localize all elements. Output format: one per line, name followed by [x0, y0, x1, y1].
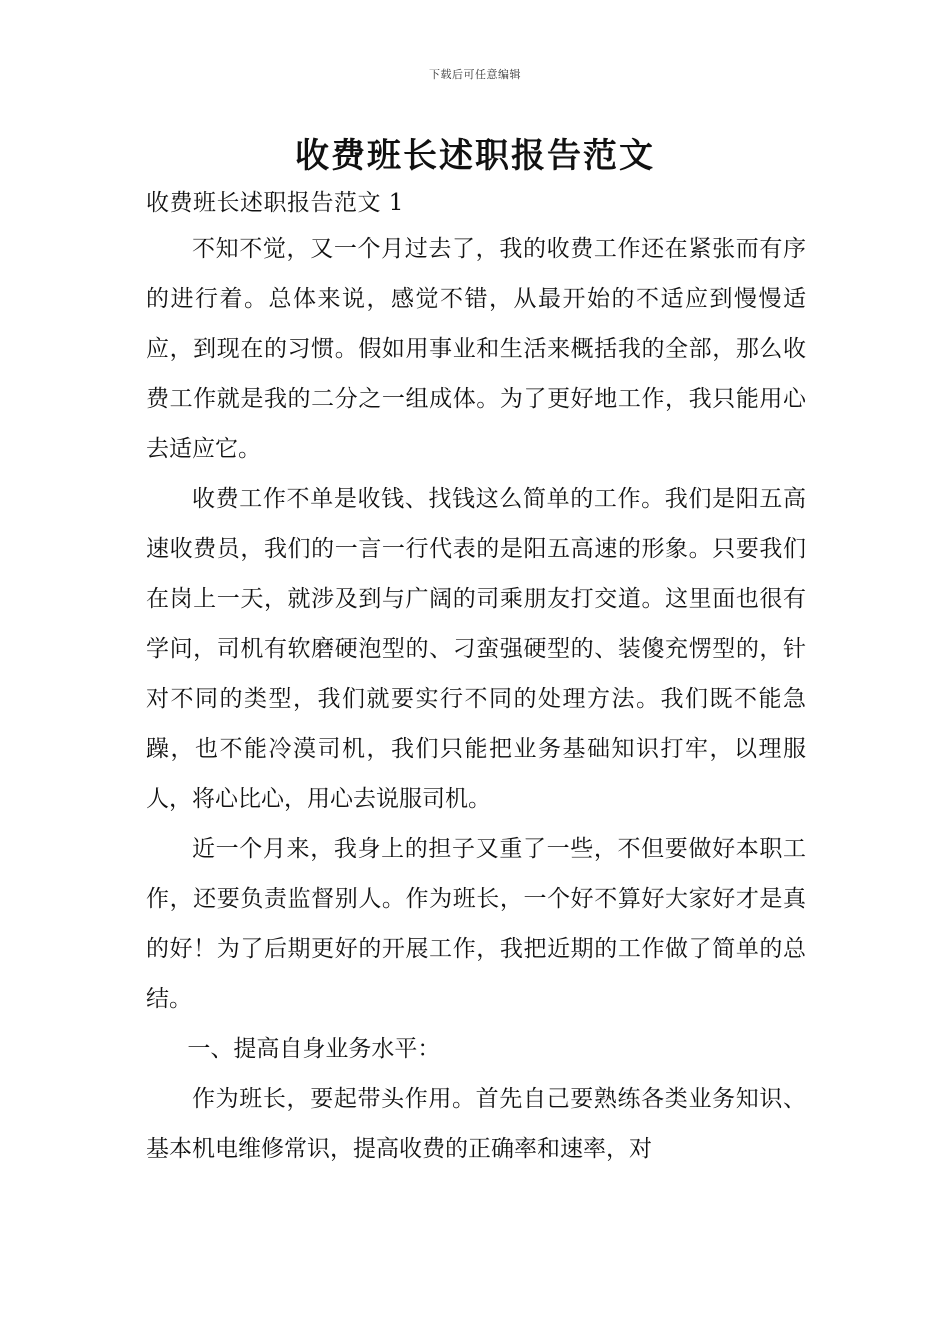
paragraph-4: 作为班长，要起带头作用。首先自己要熟练各类业务知识、基本机电维修常识，提高收费的正确率和速率，对: [146, 1086, 806, 1162]
paragraph-2: 收费工作不单是收钱、找钱这么简单的工作。我们是阳五高速收费员，我们的一言一行代表的是阳五高速的形象。只要我们在岗上一天，就涉及到与广阔的司乘朋友打交道。这里面也很有学问，司机有软磨硬泡型的、刁蛮强硬型的、装傻充愣型的，针对不同的类型，我们就要实行不同的处理方法。我们既不能急躁，也不能冷漠司机，我们只能把业务基础知识打牢，以理服人，将心比心，用心去说服司机。: [146, 486, 806, 812]
paragraph-1: 不知不觉，又一个月过去了，我的收费工作还在紧张而有序的进行着。总体来说，感觉不错，从最开始的不适应到慢慢适应，到现在的习惯。假如用事业和生活来概括我的全部，那么收费工作就是我的二分之一组成体。为了更好地工作，我只能用心去适应它。: [146, 236, 806, 462]
document-subtitle: 收费班长述职报告范文 1: [146, 190, 404, 216]
document-title: 收费班长述职报告范文: [295, 136, 655, 176]
section-heading-1: 一、提高自身业务水平：: [187, 1036, 441, 1062]
paragraph-3: 近一个月来，我身上的担子又重了一些，不但要做好本职工作，还要负责监督别人。作为班长，一个好不算好大家好才是真的好！为了后期更好的开展工作，我把近期的工作做了简单的总结。: [146, 836, 806, 1012]
page-header-note: 下载后可任意编辑: [429, 68, 521, 81]
document-body: [146, 224, 806, 1174]
